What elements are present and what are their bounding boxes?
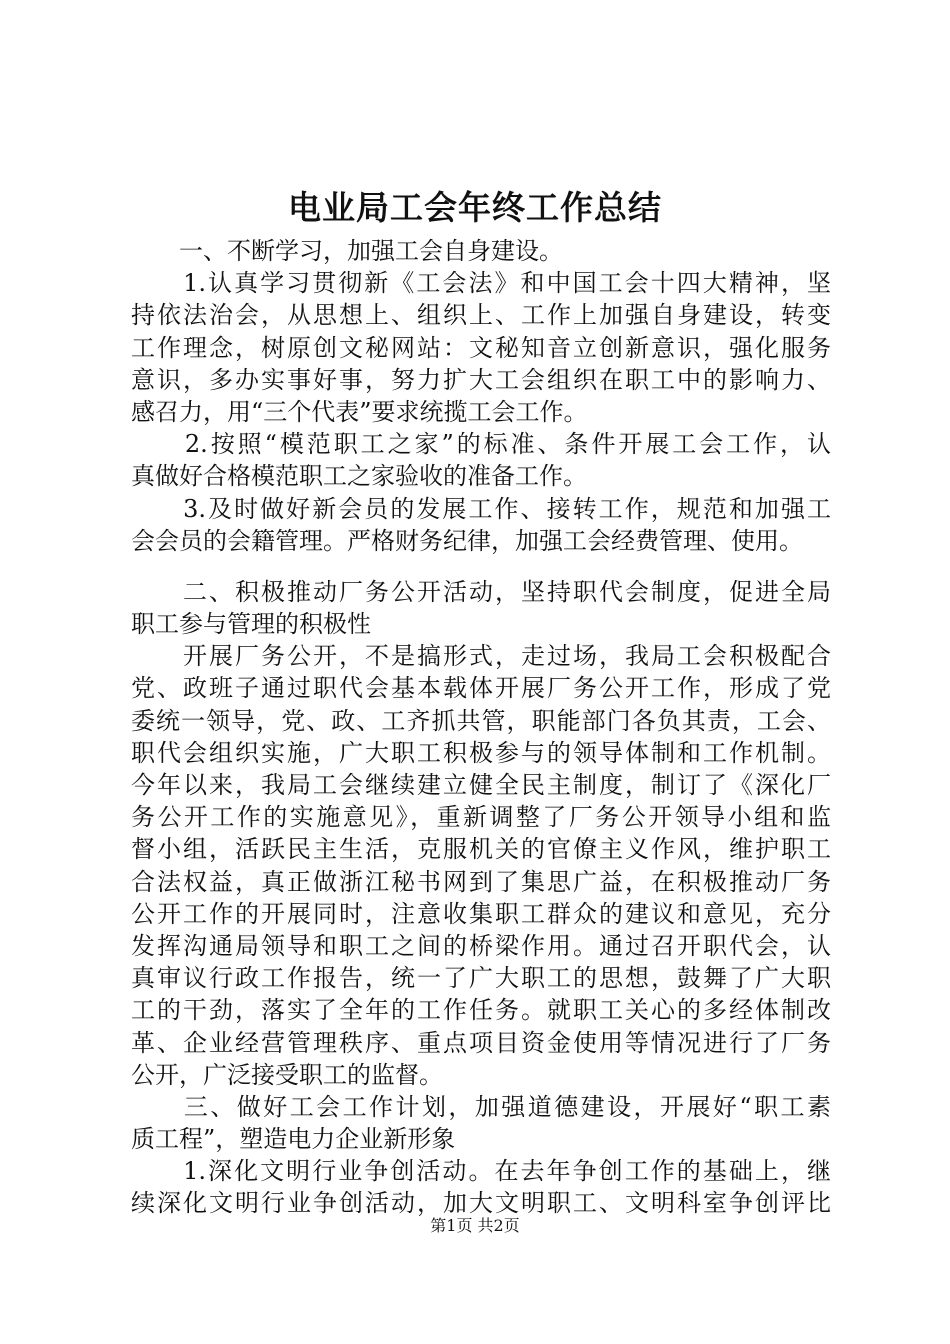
text-line: 职工参与管理的积极性 bbox=[131, 610, 371, 639]
text-line: 2.按照“模范职工之家”的标准、条件开展工会工作，认 bbox=[131, 430, 831, 459]
text-line: 真审议行政工作报告，统一了广大职工的思想，鼓舞了广大职 bbox=[131, 964, 831, 993]
text-line: 持依法治会，从思想上、组织上、工作上加强自身建设，转变 bbox=[131, 301, 831, 330]
text-line: 职代会组织实施，广大职工积极参与的领导体制和工作机制。 bbox=[131, 738, 831, 767]
text-line: 党、政班子通过职代会基本载体开展厂务公开工作，形成了党 bbox=[131, 674, 831, 703]
document-title: 电业局工会年终工作总结 bbox=[288, 188, 662, 227]
text-line: 今年以来，我局工会继续建立健全民主制度，制订了《深化厂 bbox=[131, 771, 831, 799]
text-line: 督小组，活跃民主生活，克服机关的官僚主义作风，维护职工 bbox=[131, 835, 831, 864]
text-line: 公开，广泛接受职工的监督。 bbox=[131, 1060, 443, 1089]
text-line: 续深化文明行业争创活动，加大文明职工、文明科室争创评比 bbox=[131, 1189, 831, 1218]
text-line: 委统一领导，党、政、工齐抓共管，职能部门各负其责，工会、 bbox=[131, 706, 831, 735]
text-line: 3.及时做好新会员的发展工作、接转工作，规范和加强工 bbox=[131, 494, 831, 523]
document-body bbox=[131, 235, 831, 1220]
text-line: 工作理念，树原创文秘网站：文秘知音立创新意识，强化服务 bbox=[131, 333, 831, 362]
text-line: 公开工作的开展同时，注意收集职工群众的建议和意见，充分 bbox=[131, 899, 831, 928]
text-line: 质工程”，塑造电力企业新形象 bbox=[131, 1125, 456, 1154]
text-line: 三、做好工会工作计划，加强道德建设，开展好“职工素 bbox=[131, 1092, 831, 1121]
text-line: 合法权益，真正做浙江秘书网到了集思广益，在积极推动厂务 bbox=[131, 867, 831, 896]
text-line: 二、积极推动厂务公开活动，坚持职代会制度，促进全局 bbox=[131, 577, 831, 606]
text-line: 革、企业经营管理秩序、重点项目资金使用等情况进行了厂务 bbox=[131, 1028, 831, 1057]
text-line: 一、不断学习，加强工会自身建设。 bbox=[131, 237, 563, 265]
text-line: 开展厂务公开，不是搞形式，走过场，我局工会积极配合 bbox=[131, 642, 831, 671]
text-line: 真做好合格模范职工之家验收的准备工作。 bbox=[131, 462, 587, 491]
text-line: 务公开工作的实施意见》，重新调整了厂务公开领导小组和监 bbox=[131, 803, 831, 832]
text-line: 意识，多办实事好事，努力扩大工会组织在职工中的影响力、 bbox=[131, 365, 831, 394]
text-line: 感召力，用“三个代表”要求统揽工会工作。 bbox=[131, 397, 588, 426]
paragraph-gap bbox=[131, 557, 831, 576]
text-line: 工的干劲，落实了全年的工作任务。就职工关心的多经体制改 bbox=[131, 996, 831, 1025]
page-footer: 第1页 共2页 bbox=[430, 1216, 520, 1235]
text-line: 会会员的会籍管理。严格财务纪律，加强工会经费管理、使用。 bbox=[131, 526, 803, 555]
text-line: 1.认真学习贯彻新《工会法》和中国工会十四大精神，坚 bbox=[131, 269, 831, 298]
text-line: 1.深化文明行业争创活动。在去年争创工作的基础上，继 bbox=[131, 1157, 831, 1186]
text-line: 发挥沟通局领导和职工之间的桥梁作用。通过召开职代会，认 bbox=[131, 931, 831, 960]
